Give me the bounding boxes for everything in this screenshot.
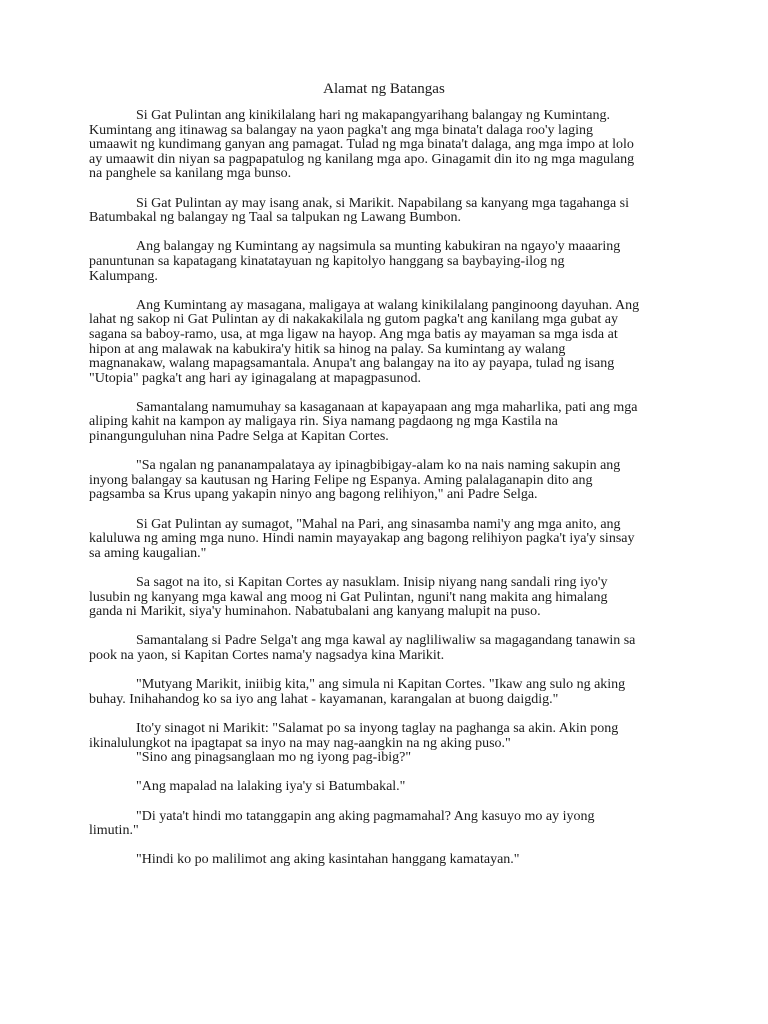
- paragraph-15: "Hindi ko po malilimot ang aking kasintahan hanggang kamatayan.": [136, 852, 520, 868]
- paragraph-5: Samantalang namumuhay sa kasaganaan at kapayapaan ang mga maharlika, pati ang mga aliping kahit na kampon ay maligaya rin. Siya namang pagdaong ng mga Kastila na pinangunguluhan nina Padre Selga at Kapitan Cortes.: [89, 399, 638, 445]
- paragraph-4: Ang Kumintang ay masagana, maligaya at walang kinikilalang panginoong dayuhan. Ang lahat ng sakop ni Gat Pulintan ay di nakakakilala ng gutom pagka't ang kanilang mga gubat ay sagana sa baboy-ramo, usa, at mga ligaw na hayop. Ang mga batis ay mayaman sa mga isda at hipon at ang malawak na kabukira'y hitik sa hinog na palay. Sa kumintang ay walang magnanakaw, walang mapagsamantala. Anupa't ang balangay na ito ay payapa, tulad ng isang "Utopia" pagka't ang hari ay iginagalang at mapagpasunod.: [89, 297, 640, 386]
- paragraph-12: "Sino ang pinagsanglaan mo ng iyong pag-ibig?": [136, 750, 412, 766]
- paragraph-14: "Di yata't hindi mo tatanggapin ang aking pagmamahal? Ang kasuyo mo ay iyong limutin.": [89, 808, 595, 839]
- paragraph-2: Si Gat Pulintan ay may isang anak, si Marikit. Napabilang sa kanyang mga tagahanga si Batumbakal ng balangay ng Taal sa talpukan ng Lawang Bumbon.: [89, 195, 629, 226]
- paragraph-6: "Sa ngalan ng pananampalataya ay ipinagbibigay-alam ko na nais naming sakupin ang inyong balangay sa kautusan ng Haring Felipe ng Espanya. Aming palalaganapin dito ang pagsamba sa Krus upang yakapin ninyo ang bagong relihiyon," ani Padre Selga.: [89, 458, 621, 503]
- paragraph-7: Si Gat Pulintan ay sumagot, "Mahal na Pari, ang sinasamba nami'y ang mga anito, ang kaluluwa ng aming mga nuno. Hindi namin mayayakap ang bagong relihiyon pagka't iya'y sinsay sa aming kaugalian.": [89, 516, 635, 561]
- paragraph-13: "Ang mapalad na lalaking iya'y si Batumbakal.": [136, 779, 406, 795]
- document-body: [89, 109, 689, 882]
- paragraph-1: Si Gat Pulintan ang kinikilalang hari ng makapangyarihang balangay ng Kumintang. Kumintang ang itinawag sa balangay na yaon pagka't ang mga binata't dalaga roo'y laging umaawit ng kundimang ganyan ang pamagat. Tulad ng mga binata't dalaga, ang mga impo at lolo ay umaawit din niyan sa pagpapatulog ng kanilang mga apo. Ginagamit din ito ng mga magulang na panghele sa kanilang mga bunso.: [89, 108, 635, 182]
- paragraph-11: Ito'y sinagot ni Marikit: "Salamat po sa inyong taglay na paghanga sa akin. Akin pong ikinalulungkot na ipagtapat sa inyo na may nag-aangkin na ng aking puso.": [89, 720, 619, 751]
- paragraph-9: Samantalang si Padre Selga't ang mga kawal ay nagliliwaliw sa magagandang tanawin sa pook na yaon, si Kapitan Cortes nama'y nagsadya kina Marikit.: [89, 633, 636, 663]
- paragraph-10: "Mutyang Marikit, iniibig kita," ang simula ni Kapitan Cortes. "Ikaw ang sulo ng aking buhay. Inihahandog ko sa iyo ang lahat - kayamanan, karangalan at buong daigdig.": [89, 677, 626, 707]
- paragraph-3: Ang balangay ng Kumintang ay nagsimula sa munting kabukiran na ngayo'y maaaring panuntunan sa kapatagang kinatatayuan ng kapitolyo hanggang sa baybaying-ilog ng Kalumpang.: [89, 239, 621, 284]
- paragraph-8: Sa sagot na ito, si Kapitan Cortes ay nasuklam. Inisip niyang nang sandali ring iyo'y lusubin ng kanyang mga kawal ang moog ni Gat Pulintan, nguni't nang makita ang himalang ganda ni Marikit, siya'y huminahon. Nabatubalani ang kanyang malupit na puso.: [89, 575, 608, 620]
- document-title: Alamat ng Batangas: [323, 81, 445, 97]
